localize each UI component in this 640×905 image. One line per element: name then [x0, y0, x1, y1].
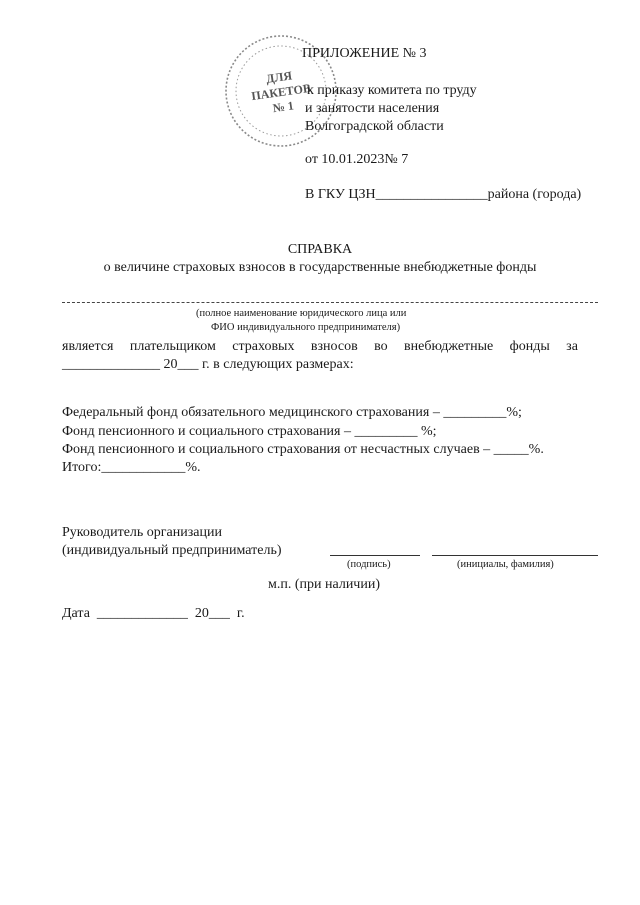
seal-note: м.п. (при наличии) — [268, 577, 380, 592]
document-title: СПРАВКА — [287, 242, 353, 257]
recipient-blank: ________________ — [375, 187, 488, 202]
head-label-1: Руководитель организации — [62, 525, 222, 540]
date-year: 20___ — [194, 606, 230, 621]
payer-word: внебюджетные — [404, 339, 494, 354]
document-subtitle: о величине страховых взносов в государственные внебюджетные фонды — [103, 260, 537, 275]
date-label: Дата — [62, 606, 90, 621]
signature-line — [330, 555, 420, 556]
name-caption: (инициалы, фамилия) — [457, 559, 554, 570]
payer-word: за — [566, 339, 578, 354]
recipient-suffix: района (города) — [487, 187, 582, 202]
order-date: от 10.01.2023№ 7 — [305, 152, 409, 167]
period-blank: ______________ — [62, 357, 160, 372]
fund-pension: Фонд пенсионного и социального страхования – _________ %; — [62, 424, 437, 439]
payer-caption-2: ФИО индивидуального предпринимателя) — [211, 322, 401, 333]
recipient-line — [305, 187, 581, 203]
name-line — [432, 555, 598, 556]
payer-word: является — [62, 339, 114, 354]
date-suffix: г. — [236, 606, 245, 621]
payer-word: во — [374, 339, 388, 354]
period-year: 20___ — [163, 357, 199, 372]
payer-caption-1: (полное наименование юридического лица или — [196, 308, 407, 319]
fund-accidents: Фонд пенсионного и социального страхования от несчастных случаев – _____%. — [62, 442, 544, 457]
fund-medical: Федеральный фонд обязательного медицинского страхования – _________%; — [62, 405, 522, 420]
stamp-line-1: ДЛЯ — [265, 68, 293, 86]
total-label: Итого: — [62, 460, 102, 475]
payer-word: плательщиком — [129, 339, 216, 354]
order-line-1: к приказу комитета по труду — [307, 83, 477, 98]
stamp-line-2: ПАКЕТОВ — [250, 80, 312, 104]
payer-name-field — [62, 302, 598, 303]
total-blank: ____________ — [101, 460, 186, 475]
order-line-3: Волгоградской области — [305, 119, 444, 134]
appendix-title: ПРИЛОЖЕНИЕ № 3 — [302, 46, 427, 61]
stamp-line-3: № 1 — [271, 98, 295, 116]
payer-word: взносов — [310, 339, 358, 354]
period-line — [62, 357, 354, 373]
date-blank: _____________ — [96, 606, 188, 621]
payer-word: фонды — [509, 339, 550, 354]
fund-total — [62, 460, 201, 476]
recipient-prefix: В ГКУ ЦЗН — [305, 187, 376, 202]
payer-statement — [62, 339, 578, 355]
period-suffix: г. в следующих размерах: — [202, 357, 354, 372]
head-label-2: (индивидуальный предприниматель) — [62, 543, 282, 558]
payer-word: страховых — [232, 339, 295, 354]
total-suffix: %. — [185, 460, 201, 475]
signature-caption: (подпись) — [347, 559, 391, 570]
date-line — [62, 606, 245, 622]
order-line-2: и занятости населения — [305, 101, 440, 116]
